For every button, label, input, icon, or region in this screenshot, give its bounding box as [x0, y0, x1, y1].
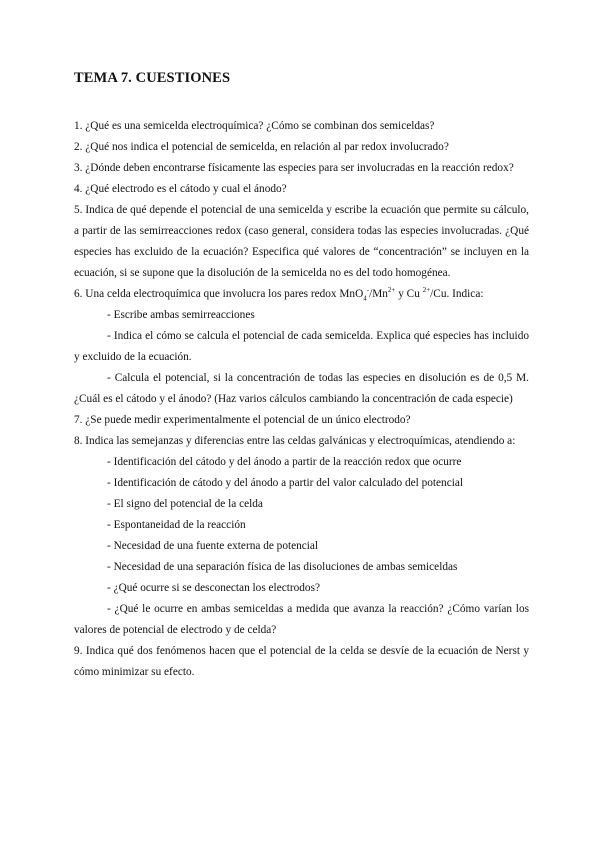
question-6-item: - Escribe ambas semirreacciones — [107, 309, 255, 321]
question-8-item: - Espontaneidad de la reacción — [107, 519, 246, 531]
question-6-suffix: /Cu. Indica: — [430, 288, 484, 300]
question-7: 7. ¿Se puede medir experimentalmente el potencial de un único electrodo? — [74, 414, 411, 426]
question-6-subscript: 4 — [363, 294, 367, 303]
question-8-item: - Identificación de cátodo y del ánodo a partir del valor calculado del potencial — [107, 477, 464, 489]
question-6-superscript-mn: 2+ — [387, 286, 396, 295]
question-8-item: - Identificación del cátodo y del ánodo a partir de la reacción redox que ocurre — [107, 456, 462, 468]
question-1: 1. ¿Qué es una semicelda electroquímica? ¿Cómo se combinan dos semiceldas? — [74, 120, 435, 132]
question-6-superscript-cu: 2+ — [422, 286, 431, 295]
question-6-item: - Indica el cómo se calcula el potencial de cada semicelda. Explica qué especies has incluido y excluido de la ecuación. — [74, 330, 529, 363]
question-3: 3. ¿Dónde deben encontrarse físicamente las especies para ser involucradas en la reacción redox? — [74, 162, 514, 174]
question-8: 8. Indica las semejanzas y diferencias entre las celdas galvánicas y electroquímicas, atendiendo a: — [74, 435, 516, 447]
question-6-prefix: 6. Una celda electroquímica que involucra los pares redox MnO — [74, 288, 364, 300]
questions-list — [74, 116, 529, 683]
question-8-item: - El signo del potencial de la celda — [107, 498, 263, 510]
question-6-item: - Calcula el potencial, si la concentración de todas las especies en disolución es de 0,5 M. ¿Cuál es el cátodo y el ánodo? (Haz varios cálculos cambiando la concentración de cada especie) — [74, 372, 529, 405]
page-title: TEMA 7. CUESTIONES — [74, 70, 231, 86]
question-8-item: - Necesidad de una fuente externa de potencial — [107, 540, 319, 552]
question-6-text: /Mn — [369, 288, 388, 300]
question-4: 4. ¿Qué electrodo es el cátodo y cual el ánodo? — [74, 183, 287, 195]
question-6-text-cu: y Cu — [395, 288, 423, 300]
question-8-item: - ¿Qué le ocurre en ambas semiceldas a medida que avanza la reacción? ¿Cómo varían los valores de potencial de electrodo y de celda? — [74, 603, 529, 636]
question-5: 5. Indica de qué depende el potencial de una semicelda y escribe la ecuación que permite su cálculo, a partir de las semirreacciones redox (caso general, considera todas las especies involucradas. ¿Qué especies has excluido de la ecuación? Especifica qué valores de “concentración” se incluyen en la ecuación, si se supone que la disolución de la semicelda no es del todo homogénea. — [74, 204, 529, 279]
question-8-item: - ¿Qué ocurre si se desconectan los electrodos? — [107, 582, 320, 594]
question-2: 2. ¿Qué nos indica el potencial de semicelda, en relación al par redox involucrado? — [74, 141, 449, 153]
question-9: 9. Indica qué dos fenómenos hacen que el potencial de la celda se desvíe de la ecuación de Nerst y cómo minimizar su efecto. — [74, 645, 529, 678]
question-8-item: - Necesidad de una separación física de las disoluciones de ambas semiceldas — [107, 561, 458, 573]
question-6 — [74, 284, 529, 305]
question-6-superscript-charge: - — [366, 286, 370, 295]
